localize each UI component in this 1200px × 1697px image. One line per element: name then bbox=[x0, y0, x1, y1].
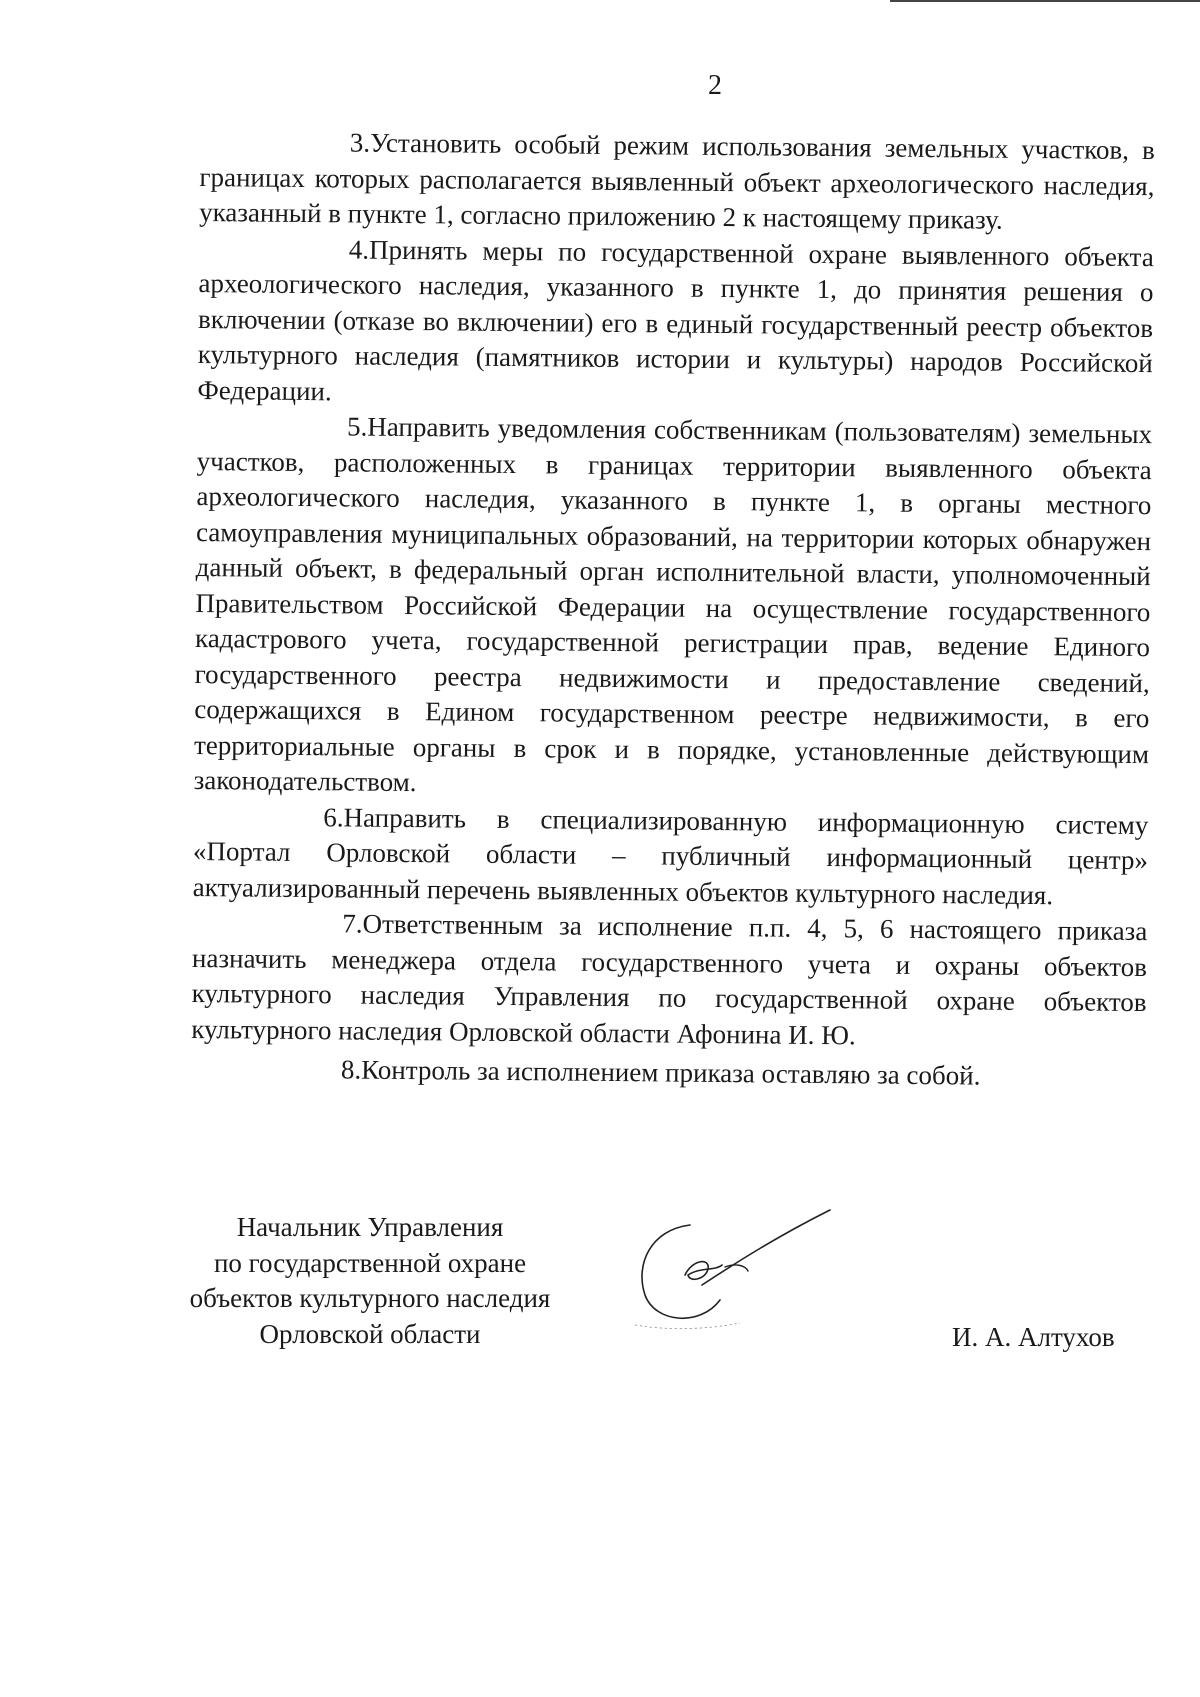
paragraph-number: 5. bbox=[346, 411, 368, 442]
paragraph-5 bbox=[194, 408, 1153, 808]
paragraph-4 bbox=[197, 230, 1154, 417]
handwritten-signature bbox=[630, 1205, 870, 1335]
paragraph-number: 7. bbox=[342, 908, 363, 939]
signatory-title-line: Начальник Управления bbox=[236, 1212, 504, 1242]
paragraph-number: 3. bbox=[349, 127, 371, 158]
paragraph-text: Контроль за исполнением приказа оставляю за собой. bbox=[361, 1054, 981, 1091]
paragraph-6 bbox=[193, 798, 1149, 914]
paragraph-text: Направить в специализированную информационную систему «Портал Орловской области – публичный информационный центр» актуализированный перечень выявленных объектов культурного наследия. bbox=[192, 801, 1149, 910]
paragraph-3 bbox=[199, 124, 1155, 240]
signatory-title-line: Орловской области bbox=[259, 1318, 481, 1349]
paragraph-text: Принять меры по государственной охране выявленного объекта археологического наследия, указанного в пункте 1, до принятия решения о включении (отказе во включении) его в единый государственный реестр объектов культурного наследия (памятников истории и культуры) народов Российской Федерации. bbox=[197, 234, 1154, 406]
signatory-title-line: по государственной охране bbox=[213, 1247, 527, 1278]
paragraph-text: Установить особый режим использования земельных участков, в границах которых располагается выявленный объект археологического наследия, указанный в пункте 1, согласно приложению 2 к настоящему приказу. bbox=[199, 127, 1155, 235]
paragraph-number: 6. bbox=[323, 801, 344, 832]
paragraph-7 bbox=[191, 905, 1147, 1056]
top-edge-rule bbox=[890, 0, 1200, 2]
paragraph-text: Ответственным за исполнение п.п. 4, 5, 6 настоящего приказа назначить менеджера отдела государственного учета и охраны объектов культурного наследия Управления по государственной охране объектов культурного наследия Орловской области Афонина И. Ю. bbox=[191, 908, 1148, 1050]
paragraph-8 bbox=[191, 1051, 1146, 1096]
paragraph-text: Направить уведомления собственникам (пользователям) земельных участков, расположенных в границах территории выявленного объекта археологического наследия, указанного в пункте 1, в органы местного самоуправления муниципальных образований, на территории которых обнаружен данный объект, в федеральный орган исполнительной власти, уполномоченный Правительством Российской Федерации на осуществление государственного кадастрового учета, государственной регистрации прав, ведение Единого государственного реестра недвижимости и предоставление сведений, содержащихся в Едином государственном реестре недвижимости, в его территориальные органы в срок и в порядке, установленные действующим законодательством. bbox=[193, 411, 1153, 798]
signatory-title bbox=[175, 1210, 565, 1352]
document-body bbox=[191, 124, 1155, 1096]
signer-name: И. А. Алтухов bbox=[952, 1322, 1115, 1352]
signatory-title-line: объектов культурного наследия bbox=[189, 1283, 551, 1313]
paragraph-number: 4. bbox=[348, 233, 370, 265]
paragraph-number: 8. bbox=[340, 1054, 362, 1085]
page-number: 2 bbox=[708, 70, 722, 101]
